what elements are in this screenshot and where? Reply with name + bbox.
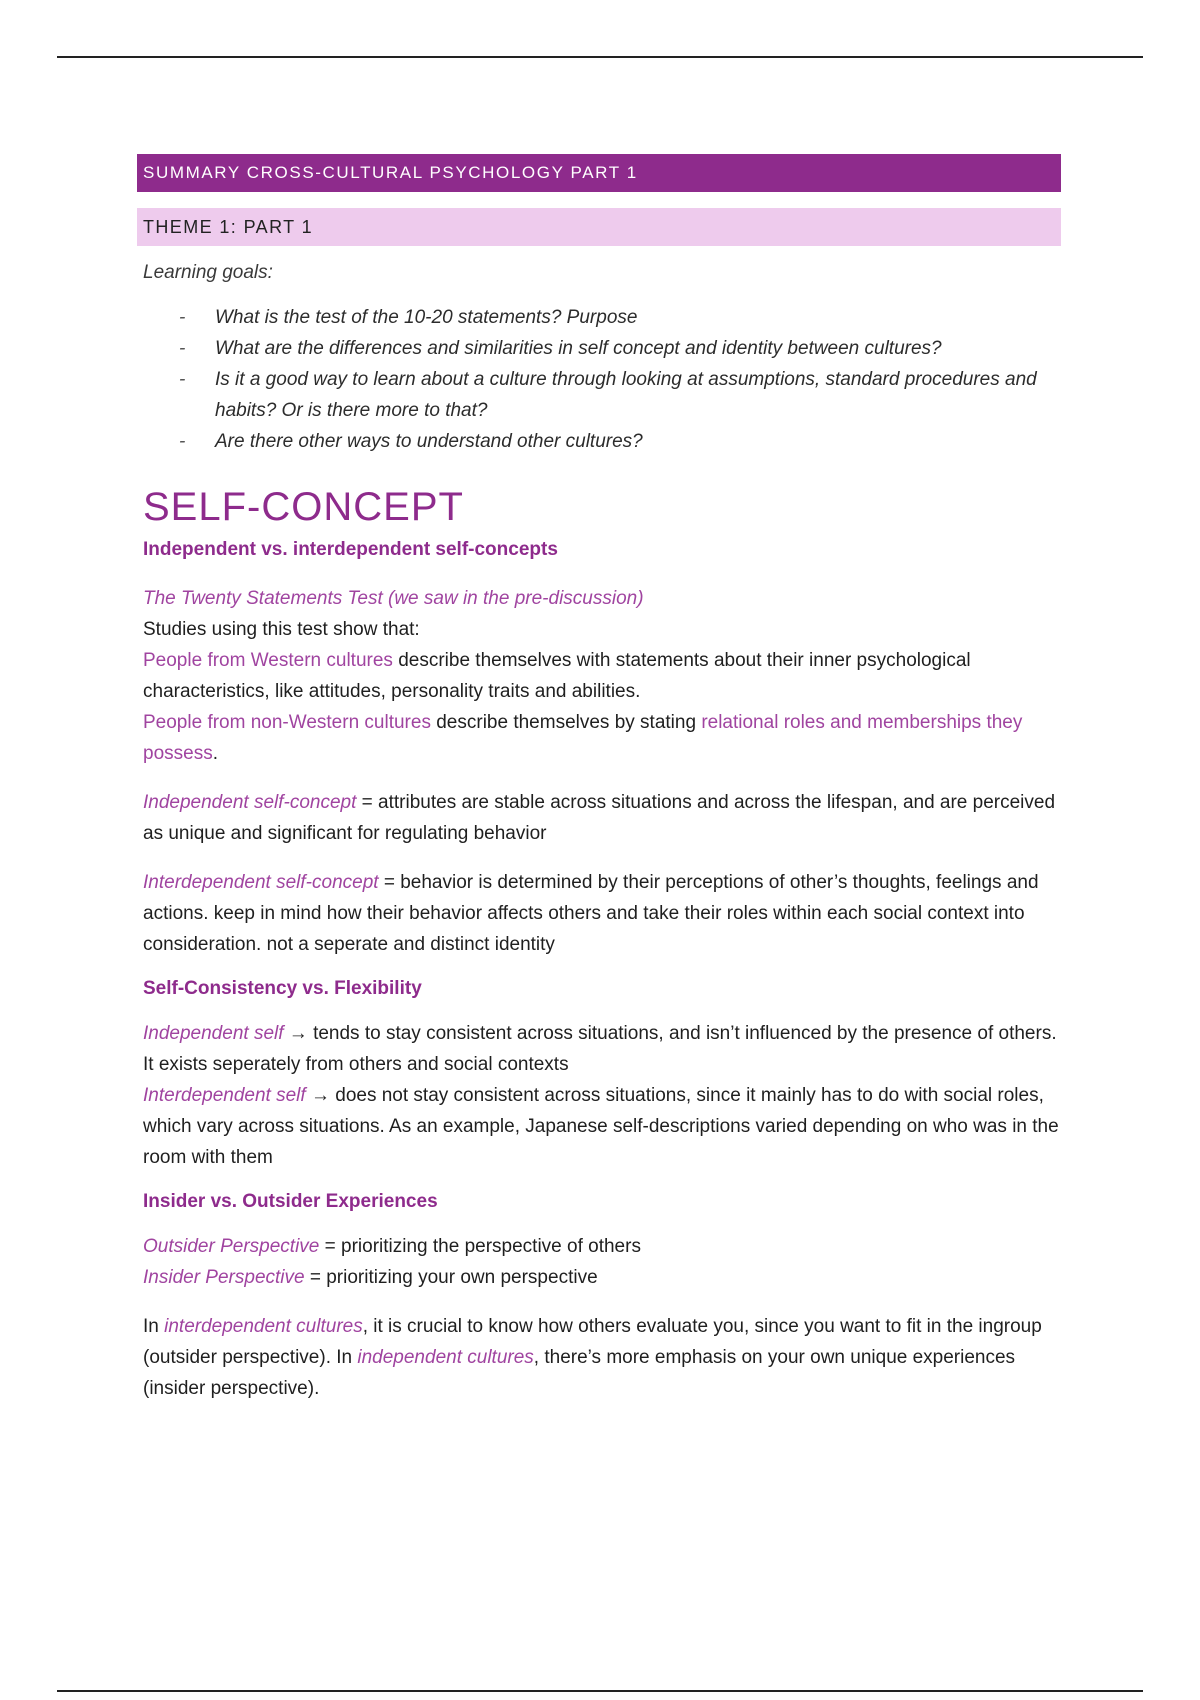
- top-rule: [57, 56, 1143, 58]
- document-body: [137, 154, 1061, 1404]
- studies-intro: Studies using this test show that:: [143, 619, 420, 640]
- learning-goals-list: [137, 302, 1061, 457]
- section-title: SELF-CONCEPT: [143, 485, 464, 529]
- twenty-statements-test-title: The Twenty Statements Test (we saw in the pre-discussion): [143, 588, 644, 609]
- list-item: - What are the differences and similarities in self concept and identity between cultures?: [137, 333, 1061, 364]
- insider-perspective-line: Insider Perspective = prioritizing your own perspective: [143, 1267, 598, 1288]
- learning-goals-label: Learning goals:: [143, 262, 273, 283]
- dash-bullet-icon: -: [179, 307, 186, 328]
- list-item: - Are there other ways to understand other cultures?: [137, 426, 1061, 457]
- subheading-insider-outsider: Insider vs. Outsider Experiences: [143, 1191, 438, 1212]
- western-cultures-paragraph: People from Western cultures describe themselves with statements about their inner psychological characteristics, like attitudes, personality traits and abilities.: [143, 650, 971, 702]
- subheading-independent-interdependent: Independent vs. interdependent self-concepts: [143, 539, 558, 560]
- list-item: - Is it a good way to learn about a culture through looking at assumptions, standard procedures and habits? Or is there more to that?: [137, 364, 1061, 426]
- outsider-perspective-line: Outsider Perspective = prioritizing the perspective of others: [143, 1236, 641, 1257]
- dash-bullet-icon: -: [179, 338, 186, 359]
- interdependent-self-concept-definition: Interdependent self-concept = behavior is determined by their perceptions of other’s thoughts, feelings and actions. keep in mind how their behavior affects others and take their roles within each social context into consideration. not a seperate and distinct identity: [143, 872, 1039, 955]
- independent-self-paragraph: Independent self → tends to stay consistent across situations, and isn’t influenced by the presence of others. It exists seperately from others and social contexts: [143, 1023, 1057, 1075]
- closing-paragraph: In interdependent cultures, it is crucial to know how others evaluate you, since you want to fit in the ingroup (outsider perspective). In independent cultures, there’s more emphasis on your own unique experiences (insider perspective).: [143, 1316, 1042, 1399]
- bottom-rule: [57, 1690, 1143, 1692]
- summary-banner: SUMMARY CROSS-CULTURAL PSYCHOLOGY PART 1: [137, 154, 1061, 192]
- right-arrow-icon: →: [310, 1085, 330, 1106]
- dash-bullet-icon: -: [179, 431, 186, 452]
- independent-self-concept-definition: Independent self-concept = attributes are stable across situations and across the lifespan, and are perceived as unique and significant for regulating behavior: [143, 792, 1056, 844]
- list-item: - What is the test of the 10-20 statements? Purpose: [137, 302, 1061, 333]
- interdependent-self-paragraph: Interdependent self → does not stay consistent across situations, since it mainly has to do with social roles, which vary across situations. As an example, Japanese self-descriptions varied depending on who was in the room with them: [143, 1085, 1059, 1168]
- dash-bullet-icon: -: [179, 369, 186, 390]
- subheading-consistency-flexibility: Self-Consistency vs. Flexibility: [143, 978, 422, 999]
- theme-banner: THEME 1: PART 1: [137, 208, 1061, 246]
- right-arrow-icon: →: [288, 1023, 308, 1044]
- nonwestern-cultures-paragraph: People from non-Western cultures describe themselves by stating relational roles and memberships they possess.: [143, 712, 1023, 764]
